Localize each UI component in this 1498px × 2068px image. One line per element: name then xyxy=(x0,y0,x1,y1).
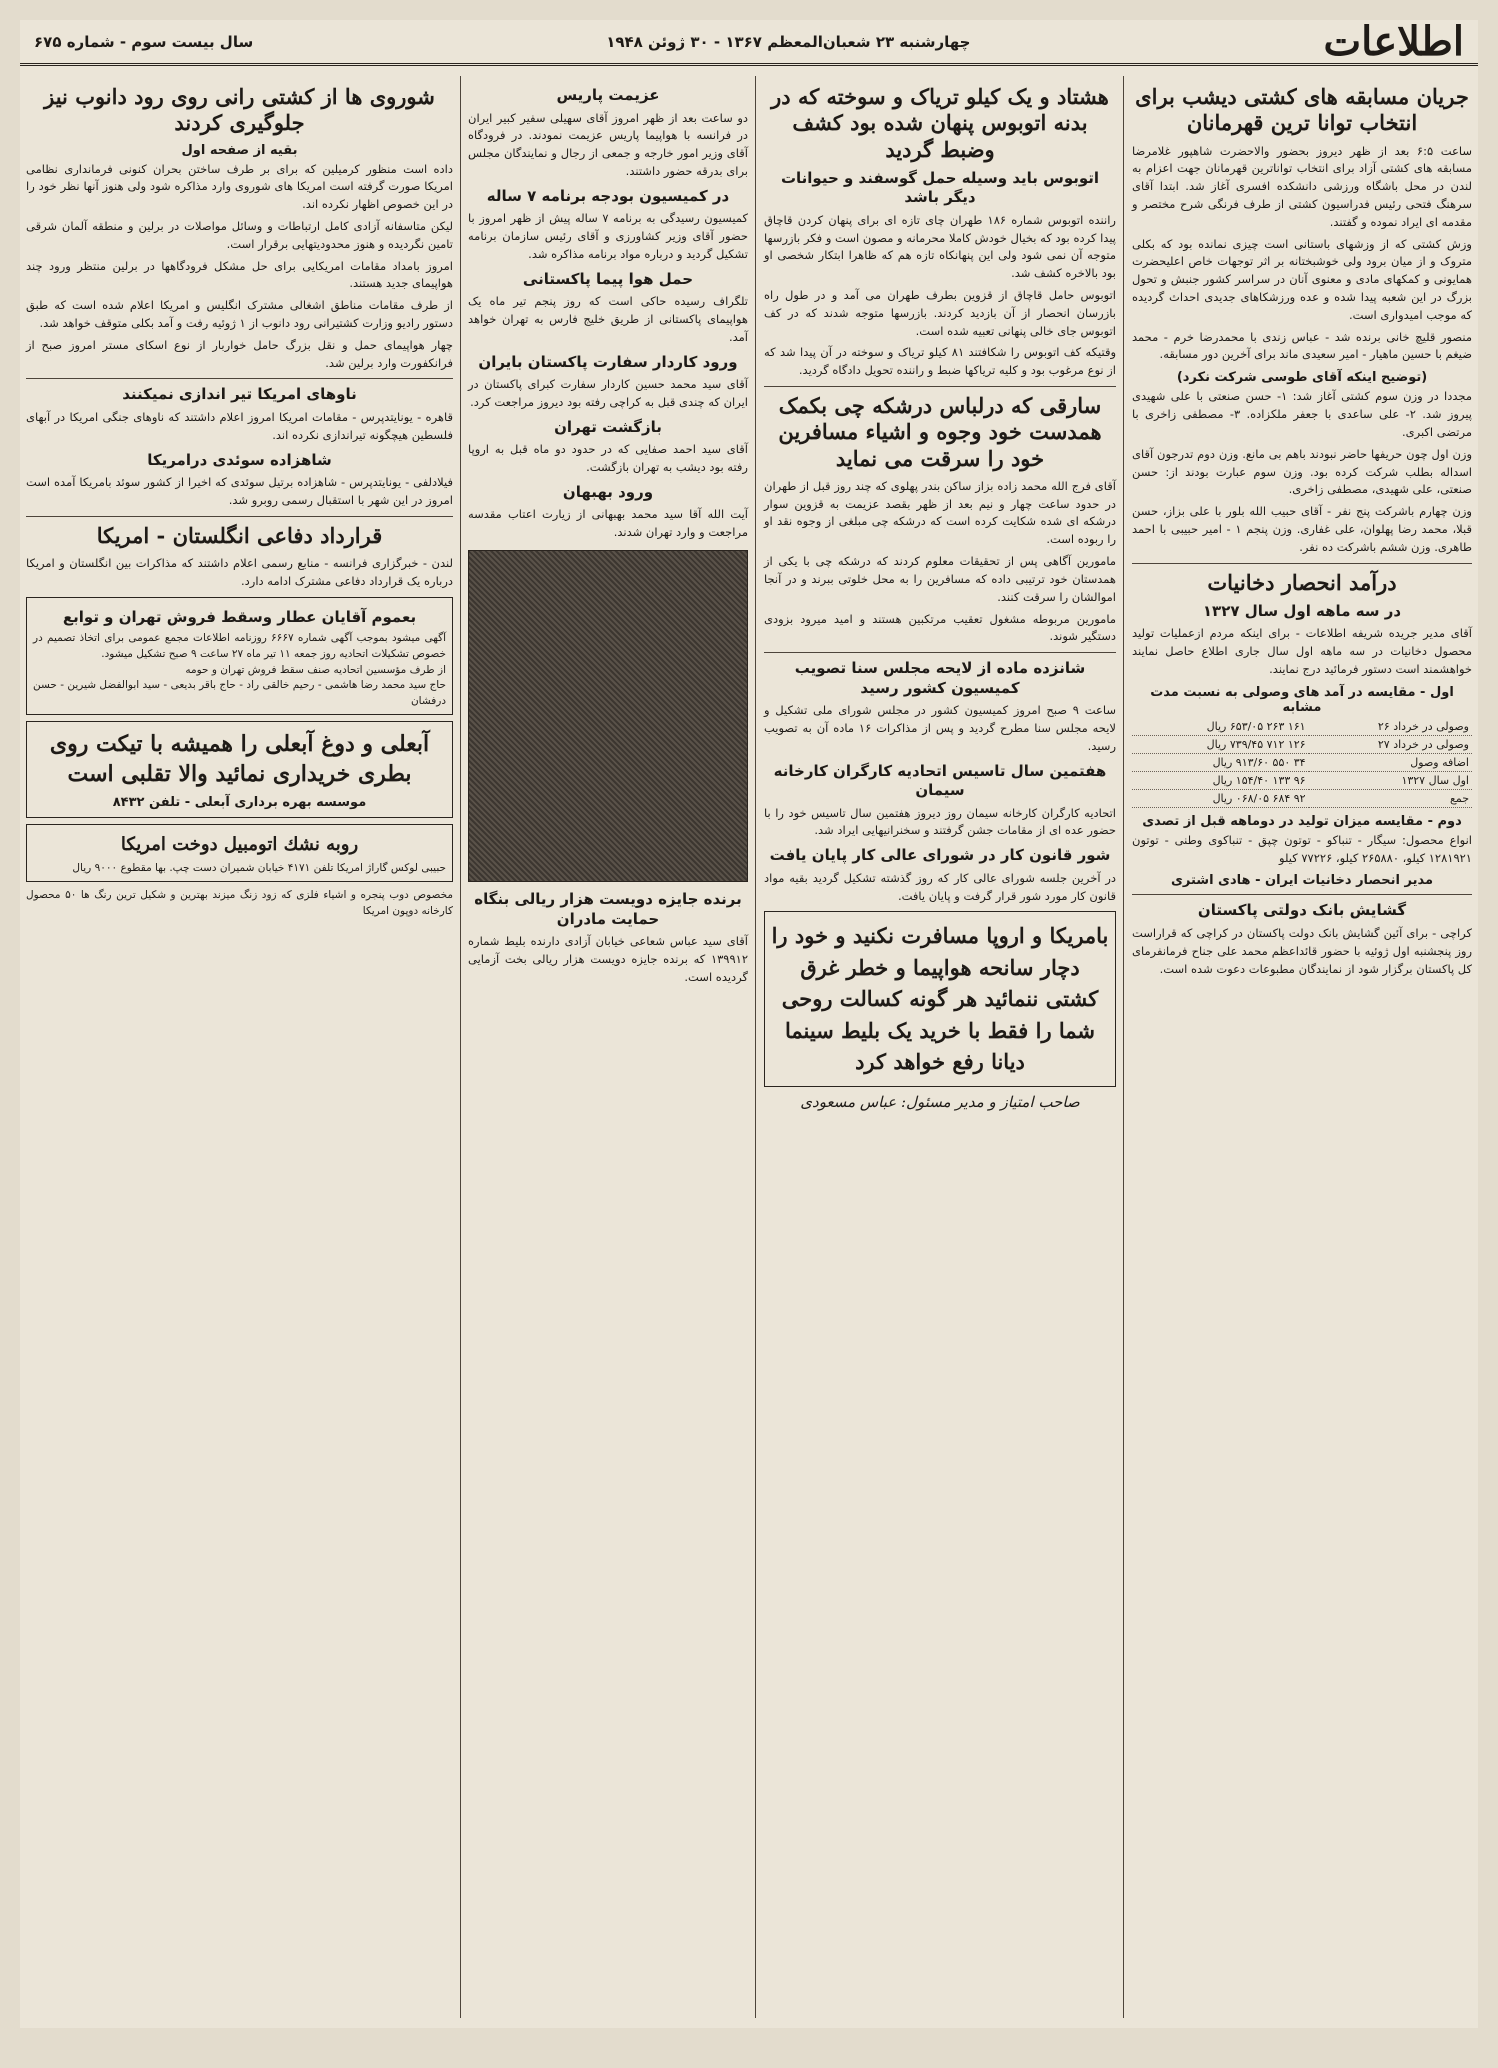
return-headline: بازگشت تهران xyxy=(554,417,662,436)
danube-headline: شوروی ها از کشتی رانی روی رود دانوب نیز جلوگیری کردند xyxy=(44,84,435,136)
entry-headline: ورود بهبهان xyxy=(562,482,654,501)
dateline: چهارشنبه ۲۳ شعبان‌المعظم ۱۳۶۷ - ۳۰ ژوئن ۱۹۴۸ xyxy=(606,32,971,51)
senate-body: ساعت ۹ صبح امروز کمیسیون کشور در مجلس شورای ملی تشکیل و لایحه مجلس سنا مطرح گردید و پس از مذاکرات ۱۶ ماده آن به تصویب رسید. xyxy=(764,703,1117,753)
abali-ad xyxy=(26,721,453,818)
sports-headline: جریان مسابقه های کشتی دیشب برای انتخاب توانا ترین قهرمانان xyxy=(1135,84,1469,136)
opium-body: اتوبوس حامل قاچاق از قزوین بطرف طهران می آمد و در طول راه بازرسان انحصار از آن بازدید کردند. بازرسها متوجه شدند که در کف اتوبوس جای خالی پنهانی تعبیه شده است. xyxy=(764,288,1116,338)
tobacco-subheadline: در سه ماهه اول سال ۱۳۲۷ xyxy=(1202,601,1402,620)
notice-box xyxy=(26,597,453,715)
table-row xyxy=(1132,735,1472,753)
photo-caption: برنده جایزه دویست هزار ریالی بنگاه حمایت مادران xyxy=(474,890,742,928)
visit-headline: ورود کاردار سفارت پاکستان بایران xyxy=(478,352,738,371)
table-cell: ۱۲۶ ۷۱۲ ۷۳۹/۴۵ ریال xyxy=(1132,735,1309,753)
notice-headline: بعموم آقایان عطار وسقط فروش تهران و توابع xyxy=(62,607,417,626)
thief-body: آقای فرج الله محمد زاده بزاز ساکن بندر پهلوی که چند روز قبل از طهران در حدود ساعت چهار و نیم بعد از ظهر بقصد عزیمت به قزوین سوار درشکه ای شده شکایت کرده است که درشکه چی مبلغی از وجوه نقد او را ربوده است. xyxy=(764,478,1116,547)
thief-body: مامورین مربوطه مشغول تعقیب مرتکبین هستند و امید میرود بزودی دستگیر شوند. xyxy=(764,611,1116,644)
table-cell: ۹۲ ۶۸۴ ۰۶۸/۰۵ ریال xyxy=(1132,789,1309,807)
treaty-body: لندن - خبرگزاری فرانسه - منابع رسمی اعلام داشتند که مذاکرات بین انگلستان و امریکا درباره یک قرارداد دفاعی مشترک ادامه دارد. xyxy=(26,555,453,588)
newspaper-page xyxy=(20,20,1478,2028)
divider xyxy=(764,386,1116,387)
table-cell: اضافه وصول xyxy=(1309,753,1472,771)
divider xyxy=(1132,894,1472,895)
car-ad-body: حبیبی لوکس گاراژ امریکا تلفن ۴۱۷۱ خیابان شمیران دست چپ. بها مقطوع ۹۰۰۰ ریال xyxy=(72,862,446,875)
sports-results: وزن چهارم باشرکت پنج نفر - آقای حبیب الله بلور با علی بزاز، حسن قبلا، محمد رضا پهلوان، علی غفاری. وزن پنجم ۱ - امیر حبیبی با احمد طاهری. وزن ششم باشرکت ده نفر. xyxy=(1132,504,1473,554)
cement-headline: هفتمین سال تاسیس اتحادیه کارگران کارخانه سیمان xyxy=(773,761,1107,800)
tobacco-body: آقای مدیر جریده شریفه اطلاعات - برای اینکه مردم ازعملیات تولید محصول دخانیات در سه ماهه اول سال جاری اطلاع حاصل نمایند خواهشمند است دستور فرمائید درج نمایند. xyxy=(1132,626,1472,676)
budget-headline: در کمیسیون بودجه برنامه ۷ ساله xyxy=(486,186,730,205)
divider xyxy=(1132,563,1472,564)
notice-names: حاج سید محمد رضا هاشمی - رحیم خالقی راد - حاج باقر بدیعی - سید ابوالفضل شیرین - حسن درفشان xyxy=(33,679,446,708)
pakistan-body: کراچی - برای آئین گشایش بانک دولت پاکستان در کراچی که قراراست روز پنجشنبه اول ژوئیه با حضور قائداعظم محمد علی جناح فرمانفرمای کل پاکستان برگزار شود از نمایندگان مطبوعات دعوت شده است. xyxy=(1132,925,1472,976)
danube-body: لیکن متاسفانه آزادی کامل ارتباطات و وسائل مواصلات در برلین و منطقه آلمان شرقی تامین نگردیده و هنوز محدودیتهایی برقرار است. xyxy=(26,218,453,251)
column-news xyxy=(758,76,1122,2018)
paint-ad: مخصوص دوب پنجره و اشیاء فلزی که زود زنگ میزند بهترین و شکیل ترین رنگ ها ۵۰ محصول کارخانه دوپون امریکا xyxy=(26,889,453,917)
continued-label: بقیه از صفحه اول xyxy=(181,142,298,158)
tobacco-compare-title: دوم - مقایسه میزان تولید در دوماهه قبل از تصدی xyxy=(1142,813,1462,829)
opium-subheadline: اتوبوس باید وسیله حمل گوسفند و حیوانات دیگر باشد xyxy=(780,168,1100,207)
abali-ad-subtitle: موسسه بهره برداری آبعلی - تلفن ۸۴۳۲ xyxy=(112,795,367,811)
opium-body: وقتیکه کف اتوبوس را شکافتند ۸۱ کیلو تریاک و سوخته در آن پیدا شد که از نوع مرغوب بود و کلیه تریاکها ضبط و راننده تحویل دادگاه گردید. xyxy=(764,345,1116,378)
labor-headline: شور قانون کار در شورای عالی کار پایان یافت xyxy=(769,846,1111,865)
divider xyxy=(764,652,1116,653)
prince-body: فیلادلفی - یونایتدپرس - شاهزاده برتیل سوئدی که اخیرا از کشور سوئد بامریکا آمده است امروز در این شهر با استقبال رسمی روبرو شد. xyxy=(26,475,453,507)
notice-body: آگهی میشود بموجب آگهی شماره ۶۶۶۷ روزنامه اطلاعات مجمع عمومی برای اتخاذ تصمیم در خصوص تشکیلات اتحادیه روز جمعه ۱۱ تیر ماه ۲۷ ساعت ۹ صبح تشکیل میشود. xyxy=(33,632,447,660)
danube-body: از طرف مقامات مناطق اشغالی مشترک انگلیس و امریکا اعلام شده است که طبق دستور رادیو وزارت کشتیرانی رود دانوب از ۱ ژوئیه رفت و آمد بکلی متوقف خواهد شد. xyxy=(26,298,453,330)
table-cell: اول سال ۱۳۲۷ xyxy=(1309,771,1472,789)
car-ad-title: روبه نشك اتومبیل دوخت امریکا xyxy=(120,834,359,856)
table-cell: وصولی در خرداد ۲۶ xyxy=(1309,718,1472,736)
column-foreign xyxy=(20,76,459,2018)
masthead xyxy=(20,20,1478,66)
sports-results: مجددا در وزن سوم کشتی آغاز شد: ۱- حسن صنعتی با علی شهیدی پیروز شد. ۲- علی ساعدی با جعفر ملکزاده. ۳- مصطفی زاخری با مرتضی اکبری. xyxy=(1132,389,1472,439)
labor-body: در آخرین جلسه شورای عالی کار که روز گذشته تشکیل گردید بقیه مواد قانون کار مورد شور قرار گرفت و پایان یافت. xyxy=(764,870,1116,903)
winner-photo xyxy=(468,550,748,882)
sports-results-title: (توضیح اینکه آقای طوسی شرکت نکرد) xyxy=(1176,370,1428,386)
travel-body: دو ساعت بعد از ظهر امروز آقای سهیلی سفیر کبیر ایران در فرانسه با هواپیما پاریس عزیمت نمودند. در فرودگاه آقای وزیر امور خارجه و جمعی از رجال و نمایندگان مجلس برای بدرقه حضور داشتند. xyxy=(468,110,748,178)
newspaper-logo: اطلاعات xyxy=(1323,20,1464,65)
treaty-headline: قرارداد دفاعی انگلستان - امریکا xyxy=(96,522,383,548)
thief-body: مامورین آگاهی پس از تحقیقات معلوم کردند که درشکه چی با یکی از همدستان خود ترتیبی داده که مسافرین را به محل خلوتی ببرند و در آنجا اموالشان را سرقت کنند. xyxy=(764,554,1116,604)
tobacco-production: انواع محصول: سیگار - تنباکو - توتون چپق - تنباکوی وطنی - توتون ۱۲۸۱۹۲۱ کیلو، ۲۶۵۸۸۰ کیلو، ۷۷۲۲۶ کیلو xyxy=(1132,832,1472,865)
issue-number: سال بیست سوم - شماره ۶۷۵ xyxy=(34,32,254,51)
air-headline: حمل هوا پیما پاکستانی xyxy=(522,269,694,288)
table-cell: جمع xyxy=(1309,789,1472,807)
photo-body: آقای سید عباس شعاعی خیابان آزادی دارنده بلیط شماره ۱۳۹۹۱۲ که برنده جایزه دویست هزار ریالی بخت آزمایی گردیده است. xyxy=(468,934,748,984)
table-cell: وصولی در خرداد ۲۷ xyxy=(1309,735,1472,753)
column-rule xyxy=(460,76,461,2018)
senate-headline: شانزده ماده از لایحه مجلس سنا تصویب کمیسیون کشور رسید xyxy=(794,659,1086,697)
danube-body: چهار هواپیمای حمل و نقل بزرگ حامل خواربار از نوع اسکای مستر امروز صبح از فرانکفورت وارد برلین شد. xyxy=(26,337,453,370)
abali-ad-title: آبعلی و دوغ آبعلی را همیشه با تیکت روی بطری خریداری نمائید والا تقلبی است xyxy=(49,730,430,787)
air-body: تلگراف رسیده حاکی است که روز پنجم تیر ماه یک هواپیمای پاکستانی از طریق خلیج فارس به تهران خواهد آمد. xyxy=(468,294,748,344)
table-cell: ۳۴ ۵۵۰ ۹۱۳/۶۰ ریال xyxy=(1132,753,1309,771)
tobacco-signoff: مدیر انحصار دخانیات ایران - هادی اشتری xyxy=(1170,873,1434,889)
table-row xyxy=(1132,718,1472,736)
revenue-table xyxy=(1132,718,1472,808)
return-body: آقای سید احمد صفایی که در حدود دو ماه قبل به اروپا رفته بود دیشب به تهران بازگشت. xyxy=(468,442,748,475)
table-cell: ۹۶ ۱۳۳ ۱۵۴/۴۰ ریال xyxy=(1132,771,1309,789)
car-ad xyxy=(26,824,453,882)
divider xyxy=(26,516,453,517)
table-row xyxy=(1132,771,1472,789)
cement-body: اتحادیه کارگران کارخانه سیمان روز دیروز هفتمین سال تاسیس خود را با حضور عده ای از مقامات جشن گرفتند و سخنرانیهایی ایراد شد. xyxy=(764,805,1116,838)
prince-headline: شاهزاده سوئدی درامریکا xyxy=(147,450,332,469)
cinema-ad-text: بامریکا و اروپا مسافرت نکنید و خود را دچار سانحه هواپیما و خطر غرق کشتی ننمائید هر گونه کسالت روحی شما را فقط با خرید یک بلیط سینما دیانا رفع خواهد کرد xyxy=(771,923,1109,1075)
thief-headline: سارقی که درلباس درشکه چی بکمک همدست خود وجوه و اشیاء مسافرین خود را سرقت می نماید xyxy=(778,393,1102,471)
danube-body: داده است منظور کرمیلین که برای بر طرف ساختن بحران کنونی فرمانداری نظامی امریکا صورت گرفته است امریکا های شوروی وارد مذاکره شود ولی هنوز آنها نظر خود را در این خصوص اظهار نکرده اند. xyxy=(26,161,453,212)
travel-headline: عزیمت پاریس xyxy=(556,86,660,104)
navy-headline: ناوهای امریکا تیر اندازی نمیکنند xyxy=(122,385,357,404)
table-row xyxy=(1132,789,1472,807)
sports-lead: ساعت ۶:۵ بعد از ظهر دیروز بحضور والاحضرت شاهپور غلامرضا مسابقه های کشتی آزاد برای انتخاب تواناترین قهرمانان جهت اعزام به لندن در محل باشگاه ورزشی دانشکده افسری آغاز شد. ابتدا آقای سرهنگ فتحی رئیس فدراسیون کشتی از طرف فرنگی شرح مختصر و مقدمه ای ایراد نموده و گفتند. xyxy=(1132,143,1472,229)
divider xyxy=(26,378,453,379)
entry-body: آیت الله آقا سید محمد بهبهانی از زیارت اعتاب مقدسه مراجعت و وارد تهران شدند. xyxy=(468,507,748,540)
column-rule xyxy=(755,76,756,2018)
column-briefs xyxy=(462,76,754,2018)
cinema-ad xyxy=(764,911,1116,1087)
opium-headline: هشتاد و یک کیلو تریاک و سوخته که در بدنه اتوبوس پنهان شده بود کشف وضبط گردید xyxy=(771,84,1109,162)
sports-results: وزن اول چون حریفها حاضر نبودند باهم بی مانع. وزن دوم تدرجون آقای اسداله بطلب شرکت کرده بود. وزن سوم عبارت بودند از: حسن صنعتی، علی شهیدی، مصطفی زاخری. xyxy=(1132,446,1472,497)
tobacco-headline: درآمد انحصار دخانیات xyxy=(1207,569,1397,595)
column-rule xyxy=(1123,76,1124,2018)
opium-body: راننده اتوبوس شماره ۱۸۶ طهران چای تازه ای برای پنهان کردن قاچاق پیدا کرده بود که بخیال خودش کاملا محرمانه و مصون است و فکر بازرسها متوجه آن نمی شود ولی این پنهانکاه تازه هم که ظاهرا ابتکار شخصی او بود بالاخره کشف شد. xyxy=(764,212,1116,281)
navy-body: قاهره - یونایتدپرس - مقامات امریکا امروز اعلام داشتند که ناوهای جنگی امریکا در آبهای فلسطین هیچگونه تیراندازی نکرده اند. xyxy=(26,409,453,442)
pakistan-headline: گشایش بانک دولتی پاکستان xyxy=(1197,901,1407,920)
danube-body: امروز بامداد مقامات امریکایی برای حل مشکل فرودگاهها در برلین منتظر ورود چند هواپیمای جدید هستند. xyxy=(26,258,453,291)
sports-body: منصور قلیچ خانی برنده شد - عباس زندی با محمدرضا خرم - محمد ضیغم با حسین ماهیار - امیر سعیدی ماند برای آخرین دور مسابقه. xyxy=(1132,329,1472,362)
table-row xyxy=(1132,753,1472,771)
column-sports xyxy=(1126,76,1478,2018)
tobacco-compare-title: اول - مقایسه در آمد های وصولی به نسبت مدت مشابه xyxy=(1150,684,1454,715)
budget-body: کمیسیون رسیدگی به برنامه ۷ ساله پیش از ظهر امروز با حضور آقای وزیر کشاورزی و آقای رئیس سازمان برنامه تشکیل گردید و درباره مواد برنامه مذاکره شد. xyxy=(468,211,749,261)
sports-body: وزش کشتی که از وزشهای باستانی است چیزی نمانده بود که بکلی متروک و از میان برود ولی خوشبختانه بر اثر توجهات خاص اعلیحضرت همایونی و کمکهای مادی و معنوی آنان در سراسر کشور جنبش و تحول بزرگ در این شعبه پیدا شده و عده ورزشکاهای جدیدی احداث گردیده که موجب امیدواری است. xyxy=(1132,236,1472,322)
table-cell: ۱۶۱ ۲۶۳ ۶۵۳/۰۵ ریال xyxy=(1132,718,1309,736)
editor-signature: صاحب امتیاز و مدیر مسئول: عباس مسعودی xyxy=(800,1092,1080,1111)
notice-signature: از طرف مؤسسین اتحادیه صنف سقط فروش تهران و حومه xyxy=(185,663,446,676)
visit-body: آقای سید محمد حسین کاردار سفارت کبرای پاکستان در ایران که چندی قبل به کراچی رفته بود دیروز مراجعت کرد. xyxy=(468,377,748,409)
